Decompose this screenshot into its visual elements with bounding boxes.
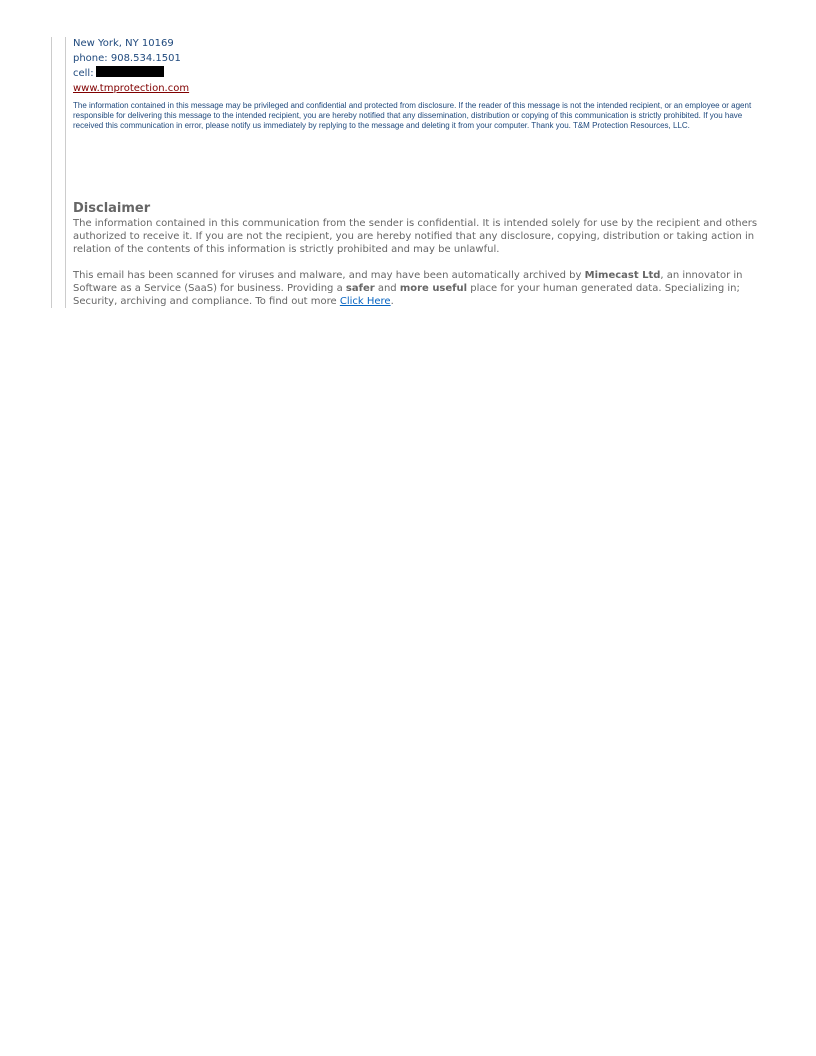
confidentiality-notice: The information contained in this message may be privileged and confidential and protected from disclosure. If the reader of this message is not the intended recipient, or an employee or agent responsible for delivering this message to the intended recipient, you are hereby notified that any dissemination, distribution or copying of this communication is strictly prohibited. If you have received this communication in error, please notify us immediately by replying to the message and deleting it from your computer. Thank you. T&M Protection Resources, LLC. <box>73 101 752 130</box>
p2-text-3: place for your human generated data. Specializing in; Security, archiving and compliance. To find out more <box>73 283 740 307</box>
p2-text-end: . <box>390 296 394 307</box>
p2-text-2: , an innovator in Software as a Service (SaaS) for business. Providing a <box>73 270 743 294</box>
signature-phone: phone: 908.534.1501 <box>73 53 181 64</box>
website-link[interactable]: www.tmprotection.com <box>73 83 190 94</box>
disclaimer-paragraph-2 <box>73 269 773 308</box>
email-signature <box>73 36 773 131</box>
disclaimer-heading: Disclaimer <box>73 201 151 216</box>
disclaimer-section <box>73 201 773 308</box>
p2-text-1: This email has been scanned for viruses and malware, and may have been automatically archived by <box>73 270 585 281</box>
redaction-box <box>96 66 164 77</box>
click-here-link[interactable]: Click Here <box>339 296 391 307</box>
safer-emphasis: safer <box>345 283 375 294</box>
quote-border-inner <box>65 37 66 308</box>
p2-text-and: and <box>374 283 400 294</box>
signature-website-row <box>73 81 773 96</box>
quote-border-outer <box>51 37 52 308</box>
signature-cell <box>73 66 773 81</box>
more-useful-emphasis: more useful <box>399 283 468 294</box>
cell-label: cell: <box>73 68 94 79</box>
company-name: Mimecast Ltd <box>584 270 661 281</box>
disclaimer-paragraph-1: The information contained in this communication from the sender is confidential. It is intended solely for use by the recipient and others authorized to receive it. If you are not the recipient, you are hereby notified that any disclosure, copying, distribution or taking action in relation of the contents of this information is strictly prohibited and may be unlawful. <box>73 218 758 255</box>
signature-address: New York, NY 10169 <box>73 38 174 49</box>
